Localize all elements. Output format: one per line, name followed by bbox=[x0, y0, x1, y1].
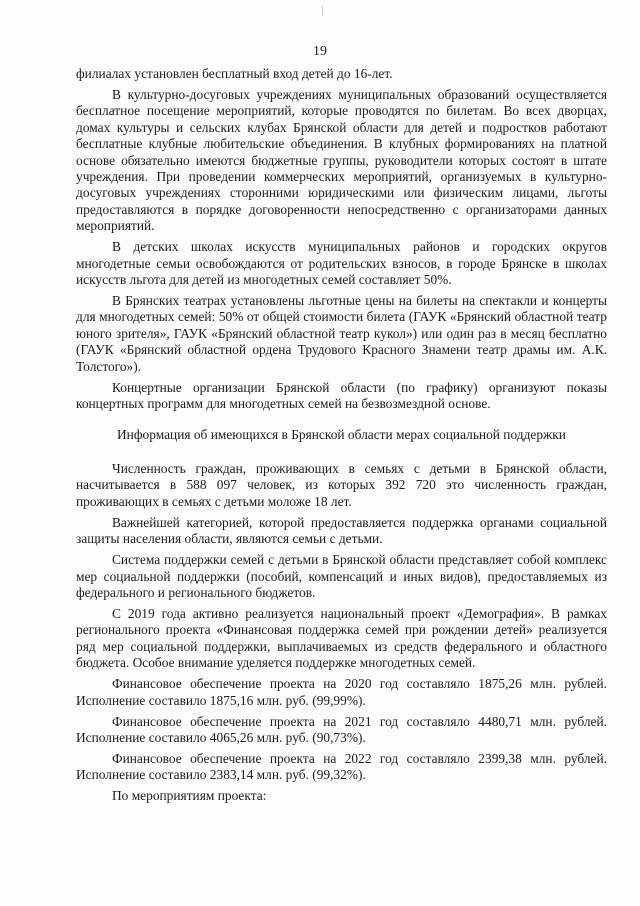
paragraph: Финансовое обеспечение проекта на 2020 год составляло 1875,26 млн. рублей. Исполнение составило 1875,16 млн. руб. (99,99%). bbox=[76, 676, 607, 708]
paragraph: В Брянских театрах установлены льготные цены на билеты на спектакли и концерты для многодетных семей: 50% от общей стоимости билета (ГАУК «Брянский областной театр юного зрителя», ГАУК «Брянский областной театр кукол») или один раз в месяц бесплатно (ГАУК «Брянский областной ордена Трудового Красного Знамени театр драмы им. А.К. Толстого»). bbox=[76, 293, 607, 374]
paragraphs-before-heading bbox=[76, 66, 607, 413]
paragraphs-after-heading bbox=[76, 461, 607, 805]
paragraph: В культурно-досуговых учреждениях муниципальных образований осуществляется бесплатное посещение мероприятий, которые проводятся по билетам. Во всех дворцах, домах культуры и сельских клубах Брянской области для детей и подростков работают бесплатные клубные любительские объединения. В клубных формированиях на платной основе обязательно имеются бюджетные группы, руководители которых состоят в штате учреждения. При проведении коммерческих мероприятий, организуемых в культурно-досуговых учреждениях сторонними юридическими или физическим лицами, льготы предоставляются в порядке договоренности непосредственно с организаторами данных мероприятий. bbox=[76, 87, 607, 234]
page-number: 19 bbox=[313, 44, 327, 59]
paragraph: По мероприятиям проекта: bbox=[112, 788, 267, 804]
paragraph: Система поддержки семей с детьми в Брянской области представляет собой комплекс мер социальной поддержки (пособий, компенсаций и иных видов), предоставляемых из федерального и регионального бюджетов. bbox=[76, 552, 607, 600]
paragraph: филиалах установлен бесплатный вход детей до 16-лет. bbox=[76, 66, 393, 81]
document-body bbox=[76, 66, 607, 809]
paragraph: В детских школах искусств муниципальных районов и городских округов многодетные семьи освобождаются от родительских взносов, в городе Брянске в школах искусств льгота для детей из многодетных семей составляет 50%. bbox=[76, 239, 607, 288]
paragraph: Концертные организации Брянской области (по графику) организуют показы концертных программ для многодетных семей на безвозмездной основе. bbox=[76, 379, 607, 412]
paragraph: Финансовое обеспечение проекта на 2021 год составляло 4480,71 млн. рублей. Исполнение составило 4065,26 млн. руб. (90,73%). bbox=[76, 713, 607, 745]
paragraph: Финансовое обеспечение проекта на 2022 год составляло 2399,38 млн. рублей. Исполнение составило 2383,14 млн. руб. (99,32%). bbox=[76, 750, 607, 783]
scan-mark bbox=[322, 6, 323, 16]
paragraph: С 2019 года активно реализуется национальный проект «Демография». В рамках регионального проекта «Финансовая поддержка семей при рождении детей» реализуется ряд мер социальной поддержки, выплачиваемых из средств федерального и областного бюджета. Особое внимание уделяется поддержке многодетных семей. bbox=[76, 605, 607, 671]
paragraph: Важнейшей категорией, которой предоставляется поддержка органами социальной защиты населения области, являются семьи с детьми. bbox=[76, 514, 607, 547]
paragraph: Численность граждан, проживающих в семьях с детьми в Брянской области, насчитывается в 588 097 человек, из которых 392 720 это численность граждан, проживающих в семьях с детьми моложе 18 лет. bbox=[76, 460, 607, 509]
section-heading: Информация об имеющихся в Брянской области мерах социальной поддержки bbox=[117, 426, 566, 442]
